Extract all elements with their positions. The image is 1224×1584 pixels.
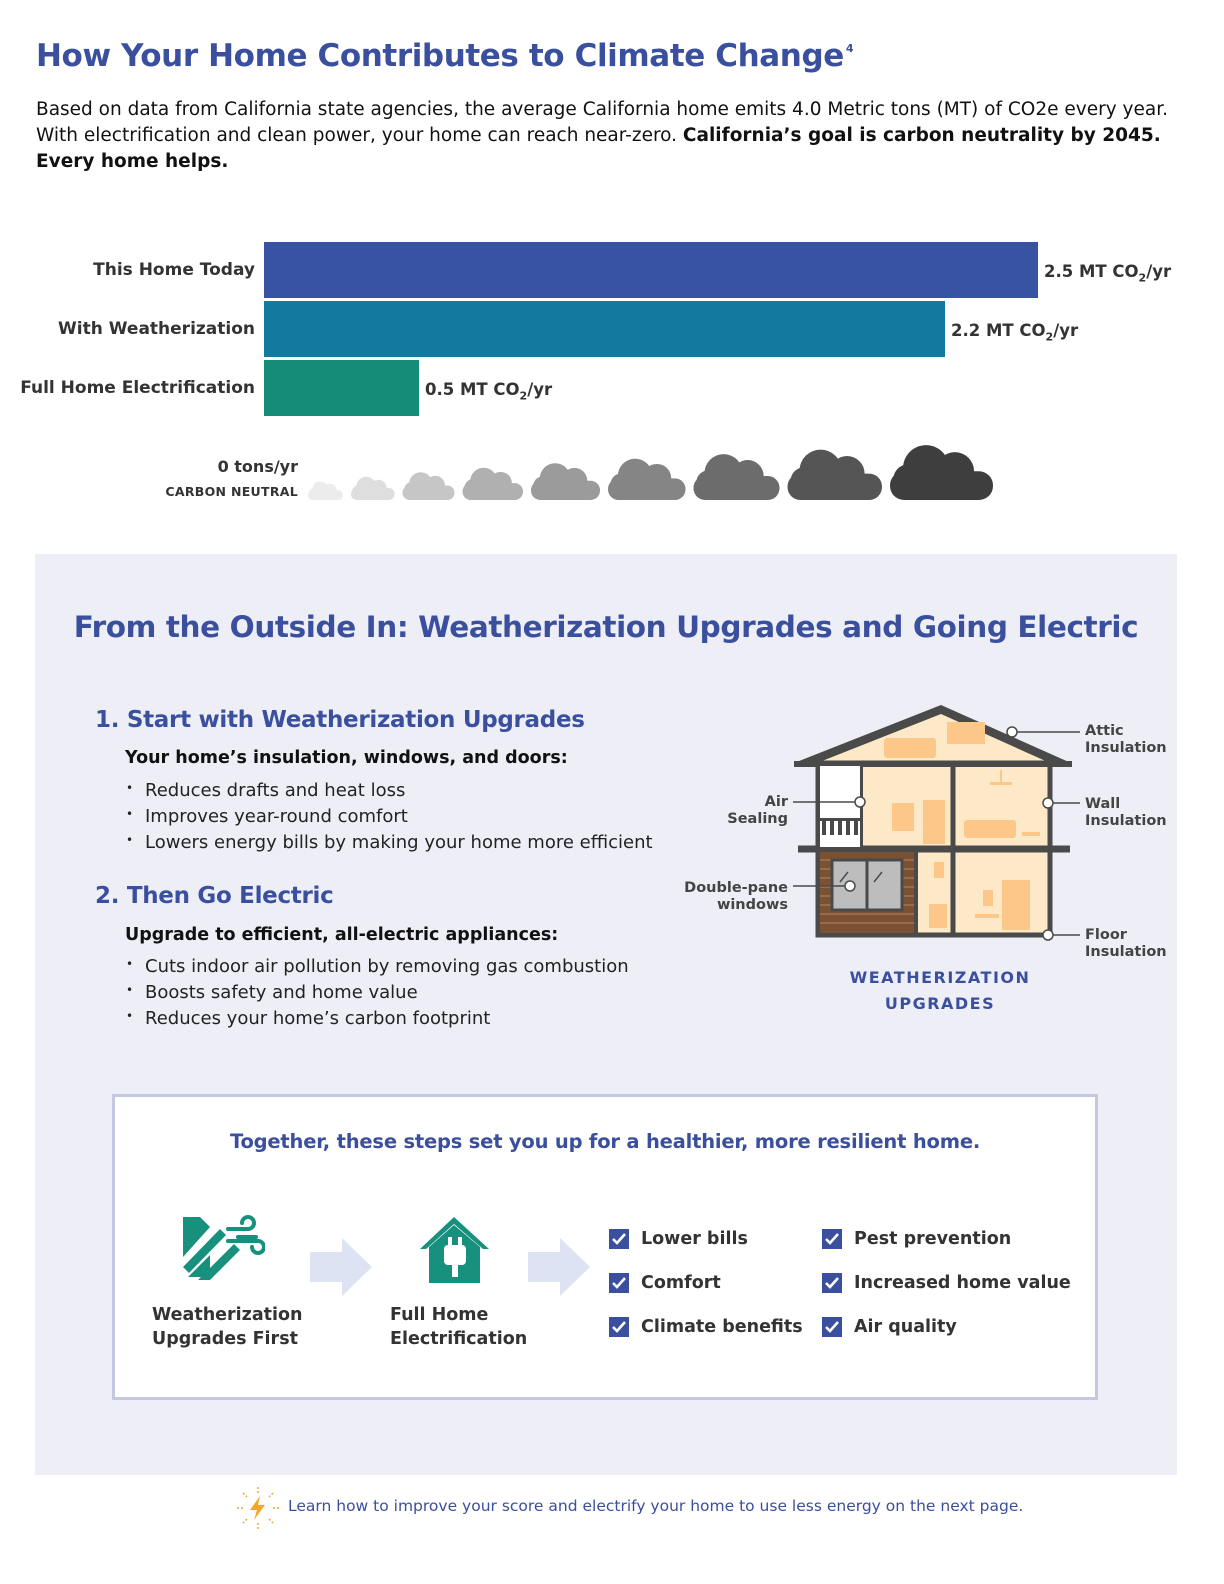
bar (264, 242, 1038, 298)
checkbox-checked-icon (822, 1229, 842, 1249)
cloud-icon (890, 445, 993, 500)
benefit-item: Climate benefits (609, 1317, 803, 1337)
intro-highlight: California’s goal is carbon neutrality by 2045. Every home helps. (36, 125, 1161, 172)
step-weatherization-label: Weatherization Upgrades First (152, 1305, 303, 1349)
label-attic-insulation: Attic Insulation (1085, 723, 1167, 756)
label-floor-insulation: Floor Insulation (1085, 927, 1167, 960)
checkbox-checked-icon (609, 1273, 629, 1293)
benefit-item: Comfort (609, 1273, 721, 1293)
scale-min-label: 0 tons/yr (217, 457, 298, 476)
bar-category-label: Full Home Electrification (20, 378, 255, 398)
checkbox-checked-icon (609, 1317, 629, 1337)
lightning-icon (236, 1486, 280, 1530)
wall-marker (1043, 798, 1053, 808)
cloud-icon (608, 459, 686, 500)
bar-value-label: 2.5 MT $CO_2/yr$ (1044, 262, 1172, 285)
benefit-item: Air quality (822, 1317, 957, 1337)
cloud-icon (463, 468, 524, 500)
cloud-icon (788, 450, 883, 500)
step2-bullet-list (125, 954, 629, 1032)
step2-subheading: Upgrade to efficient, all-electric appliances: (125, 925, 559, 945)
list-item: • Lowers energy bills by making your home more efficient (125, 830, 653, 856)
window-marker (845, 881, 855, 891)
label-double-pane-windows: Double-pane windows (684, 880, 788, 913)
label-air-sealing: Air Sealing (727, 794, 788, 827)
benefit-item: Pest prevention (822, 1229, 1011, 1249)
intro-paragraph: Based on data from California state agencies, the average California home emits 4.0 Metric tons (MT) of CO2e every year. With electrification and clean power, your home can reach near-zero. California’s goal is carbon neutrality by 2045. Every home helps. (36, 99, 1168, 172)
list-item: • Boosts safety and home value (125, 980, 629, 1006)
electric-home-icon (417, 1215, 492, 1285)
emissions-chart (0, 230, 1224, 520)
summary-title: Together, these steps set you up for a healthier, more resilient home. (229, 1130, 981, 1153)
emissions-cloud-scale (300, 430, 1060, 510)
weatherization-icon (180, 1215, 265, 1285)
step1-bullet-list (125, 778, 653, 856)
benefit-item: Increased home value (822, 1273, 1071, 1293)
label-wall-insulation: Wall Insulation (1085, 796, 1167, 829)
cloud-icon (694, 454, 780, 500)
cloud-icon (308, 481, 343, 500)
air-marker (855, 797, 865, 807)
cloud-icon (403, 472, 455, 500)
step-electrification-label: Full Home Electrification (390, 1305, 528, 1349)
bar-value-label: 0.5 MT $CO_2/yr$ (425, 380, 553, 403)
step1-subheading: Your home’s insulation, windows, and doors: (125, 748, 568, 768)
footnote-marker: 4 (845, 42, 854, 55)
section-title: From the Outside In: Weatherization Upgrades and Going Electric (73, 610, 1139, 644)
checkbox-checked-icon (609, 1229, 629, 1249)
bar (264, 301, 945, 357)
cloud-icon (351, 477, 395, 500)
diagram-caption: WEATHERIZATION UPGRADES (849, 968, 1031, 1013)
bar-category-label: With Weatherization (58, 319, 255, 339)
attic-marker (1007, 727, 1017, 737)
scale-min-sublabel: CARBON NEUTRAL (165, 484, 298, 499)
bar (264, 360, 419, 416)
benefit-item: Lower bills (609, 1229, 748, 1249)
list-item: • Reduces drafts and heat loss (125, 778, 653, 804)
list-item: • Reduces your home’s carbon footprint (125, 1006, 629, 1032)
diagram-callouts (780, 695, 1080, 950)
bar-category-label: This Home Today (93, 260, 255, 280)
checkbox-checked-icon (822, 1317, 842, 1337)
step2-heading: 2. Then Go Electric (95, 883, 334, 909)
page-title: How Your Home Contributes to Climate Change $^4$ (36, 38, 854, 74)
arrow-icon (310, 1238, 372, 1296)
arrow-icon (528, 1238, 590, 1296)
list-item: • Improves year-round comfort (125, 804, 653, 830)
floor-marker (1043, 930, 1053, 940)
checkbox-checked-icon (822, 1273, 842, 1293)
footer-note: Learn how to improve your score and electrify your home to use less energy on the next page. (288, 1497, 1024, 1515)
cloud-icon (531, 463, 600, 500)
step1-heading: 1. Start with Weatherization Upgrades (95, 707, 585, 733)
list-item: • Cuts indoor air pollution by removing gas combustion (125, 954, 629, 980)
bar-value-label: 2.2 MT $CO_2/yr$ (951, 321, 1079, 344)
